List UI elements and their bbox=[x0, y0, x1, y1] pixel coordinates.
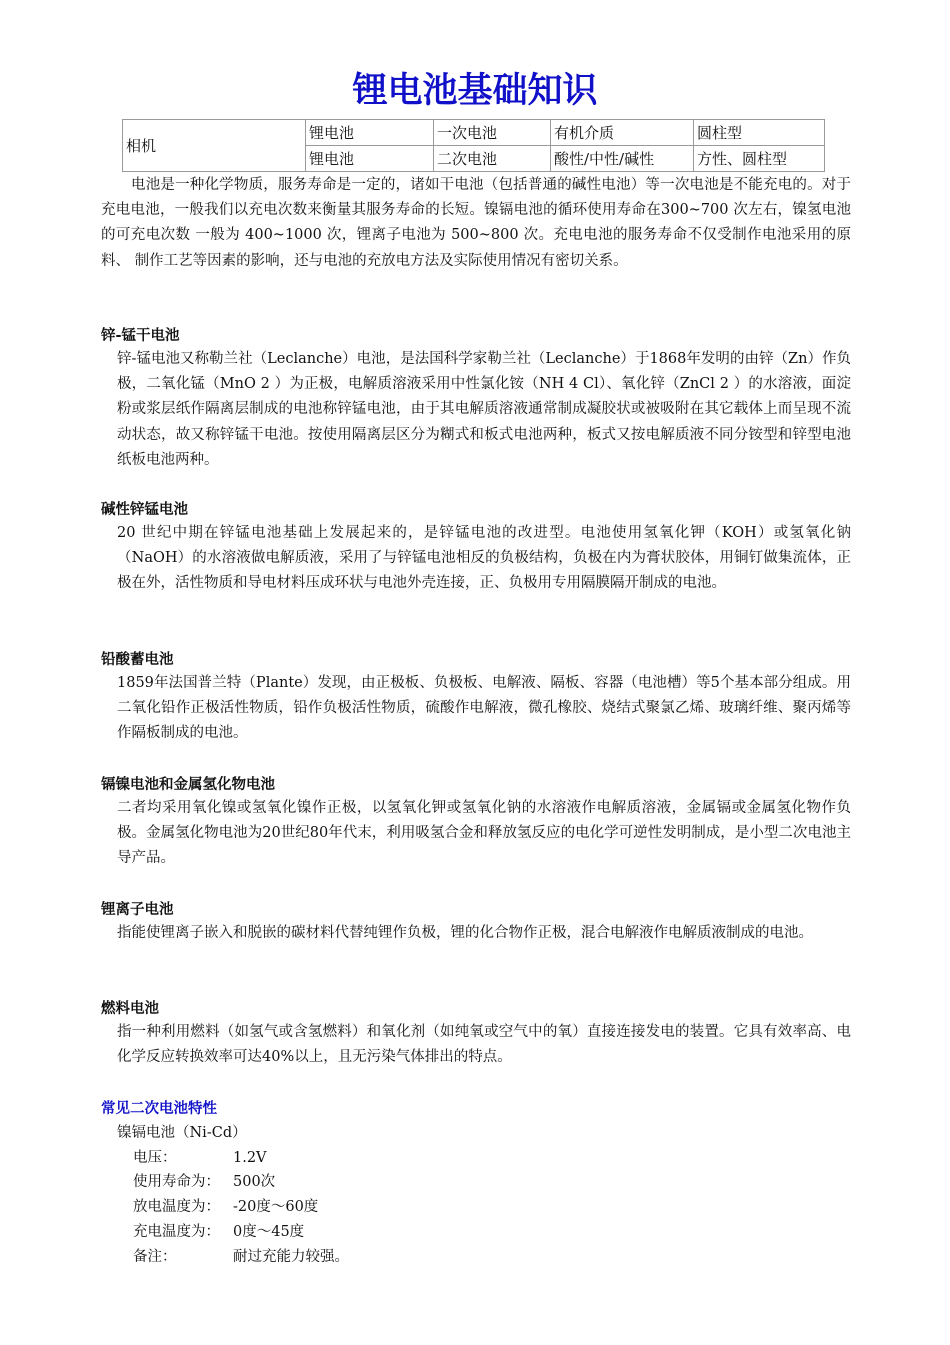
table-cell: 一次电池 bbox=[434, 120, 551, 146]
section-heading-lead-acid: 铅酸蓄电池 bbox=[101, 652, 174, 668]
section-heading-fuel-cell: 燃料电池 bbox=[101, 1001, 159, 1017]
section-body-fuel-cell: 指一种利用燃料（如氢气或含氢燃料）和氧化剂（如纯氧或空气中的氧）直接连接发电的装置。它具有效率高、电化学反应转换效率可达40%以上，且无污染气体排出的特点。 bbox=[117, 1024, 851, 1066]
section-heading-zinc-manganese: 锌-锰干电池 bbox=[101, 328, 180, 344]
section-body-zinc-manganese: 锌-锰电池又称勒兰社（Leclanche）电池，是法国科学家勒兰社（Leclanche）于1868年发明的由锌（Zn）作负极，二氧化锰（MnO 2 ）为正极，电解质溶液采用中性氯化铵（NH 4 Cl）、氧化锌（ZnCl 2 ）的水溶液，面淀粉或浆层纸作隔离层制成的电池称锌锰电池，由于其电解质溶液通常制成凝胶状或被吸附在其它载体上而呈现不流动状态，故又称锌锰干电池。按使用隔离层区分为糊式和板式电池两种，板式又按电解质液不同分铵型和锌型电池纸板电池两种。 bbox=[117, 351, 851, 468]
spec-key: 充电温度为： bbox=[133, 1224, 220, 1240]
section-heading-li-ion: 锂离子电池 bbox=[101, 902, 174, 918]
document-title: 锂电池基础知识 bbox=[352, 71, 598, 111]
spec-key: 使用寿命为： bbox=[133, 1174, 220, 1190]
table-cell: 锂电池 bbox=[306, 146, 434, 172]
section-heading-ni-cd-mh: 镉镍电池和金属氢化物电池 bbox=[101, 777, 275, 793]
spec-key: 放电温度为： bbox=[133, 1199, 220, 1215]
spec-value: 500次 bbox=[233, 1174, 276, 1190]
table-cell: 二次电池 bbox=[434, 146, 551, 172]
spec-value: -20度～60度 bbox=[233, 1199, 319, 1215]
spec-row-life bbox=[133, 1170, 275, 1194]
battery-type-table bbox=[122, 119, 825, 172]
secondary-battery-heading: 常见二次电池特性 bbox=[101, 1101, 217, 1117]
section-body-ni-cd-mh: 二者均采用氧化镍或氢氧化镍作正极，以氢氧化钾或氢氧化钠的水溶液作电解质溶液，金属镉或金属氢化物作负极。金属氢化物电池为20世纪80年代末，利用吸氢合金和释放氢反应的电化学可逆性发明制成，是小型二次电池主导产品。 bbox=[117, 800, 851, 867]
spec-row-discharge-temp bbox=[133, 1195, 318, 1219]
table-cell: 方性、圆柱型 bbox=[694, 146, 825, 172]
table-row-header: 相机 bbox=[123, 120, 306, 172]
spec-value: 1.2V bbox=[233, 1150, 267, 1166]
section-body-lead-acid: 1859年法国普兰特（Plante）发现，由正极板、负极板、电解液、隔板、容器（电池槽）等5个基本部分组成。用二氧化铅作正极活性物质，铅作负极活性物质，硫酸作电解液，微孔橡胶、烧结式聚氯乙烯、玻璃纤维、聚丙烯等作隔板制成的电池。 bbox=[117, 675, 851, 742]
section-body-li-ion: 指能使锂离子嵌入和脱嵌的碳材料代替纯锂作负极，锂的化合物作正极，混合电解液作电解质液制成的电池。 bbox=[117, 925, 813, 941]
spec-row-note bbox=[133, 1245, 349, 1269]
intro-paragraph: 电池是一种化学物质，服务寿命是一定的，诸如干电池（包括普通的碱性电池）等一次电池是不能充电的。对于充电电池，一般我们以充电次数来衡量其服务寿命的长短。镍镉电池的循环使用寿命在300~700 次左右，镍氢电池的可充电次数 一般为 400~1000 次，锂离子电池为 500~800 次。充电电池的服务寿命不仅受制作电池采用的原料、 制作工艺等因素的影响，还与电池的充放电方法及实际使用情况有密切关系。 bbox=[101, 177, 851, 269]
spec-key: 备注： bbox=[133, 1249, 177, 1265]
spec-key: 电压： bbox=[133, 1150, 177, 1166]
battery-name: 镍镉电池（Ni-Cd） bbox=[117, 1125, 247, 1141]
table-row bbox=[123, 120, 825, 146]
spec-value: 耐过充能力较强。 bbox=[233, 1249, 349, 1265]
table-cell: 酸性/中性/碱性 bbox=[551, 146, 694, 172]
section-body-alkaline: 20 世纪中期在锌锰电池基础上发展起来的，是锌锰电池的改进型。电池使用氢氧化钾（KOH）或氢氧化钠（NaOH）的水溶液做电解质液，采用了与锌锰电池相反的负极结构，负极在内为膏状胶体，用铜钉做集流体，正极在外，活性物质和导电材料压成环状与电池外壳连接，正、负极用专用隔膜隔开制成的电池。 bbox=[117, 525, 851, 592]
table-cell: 有机介质 bbox=[551, 120, 694, 146]
table-cell: 圆柱型 bbox=[694, 120, 825, 146]
spec-row-charge-temp bbox=[133, 1220, 304, 1244]
spec-row-voltage bbox=[133, 1146, 267, 1170]
table-cell: 锂电池 bbox=[306, 120, 434, 146]
spec-value: 0度～45度 bbox=[233, 1224, 305, 1240]
section-heading-alkaline: 碱性锌锰电池 bbox=[101, 502, 188, 518]
